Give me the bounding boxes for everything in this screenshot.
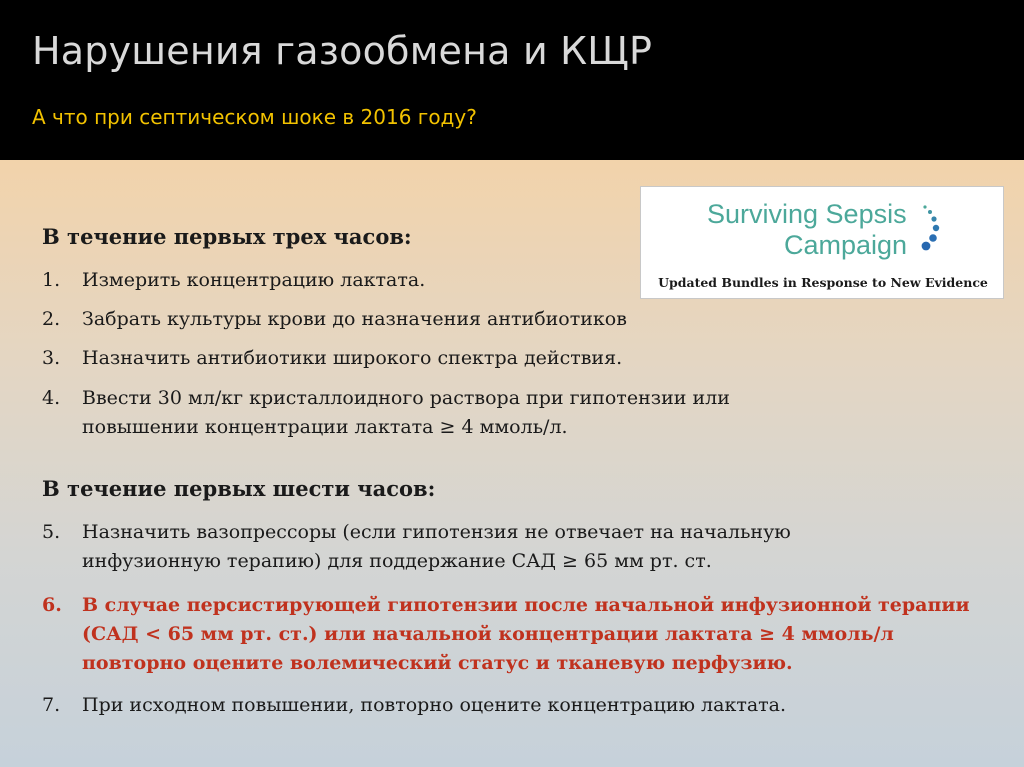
section-heading-three-hours: В течение первых трех часов: <box>42 224 412 249</box>
list-item <box>42 518 902 576</box>
list-item-number: 5. <box>42 521 61 543</box>
list-item <box>42 266 1002 295</box>
logo-caption: Updated Bundles in Response to New Evidence <box>658 275 988 290</box>
section-heading-six-hours: В течение первых шести часов: <box>42 476 436 501</box>
list-item <box>42 344 1002 373</box>
list-item-text: Ввести 30 мл/кг кристаллоидного раствора при гипотензии или повышении концентрации лактата ≥ 4 ммоль/л. <box>82 387 730 438</box>
list-item-number: 7. <box>42 694 61 716</box>
list-item-number: 6. <box>42 594 62 616</box>
list-item-text: Измерить концентрацию лактата. <box>82 269 426 291</box>
logo-line-1: Surviving Sepsis <box>707 199 907 229</box>
list-item <box>42 691 1002 720</box>
list-item-highlighted <box>42 591 977 678</box>
list-item-text: Назначить вазопрессоры (если гипотензия не отвечает на начальную инфузионную терапию) для поддержание САД ≥ 65 мм рт. ст. <box>82 521 791 572</box>
list-item-text: Назначить антибиотики широкого спектра действия. <box>82 347 623 369</box>
slide-title: Нарушения газообмена и КЩР <box>32 29 653 73</box>
list-item-text: В случае персистирующей гипотензии после начальной инфузионной терапии (САД < 65 мм рт. ст.) или начальной концентрации лактата ≥ 4 ммоль/л повторно оцените волемический статус и тканевую перфузию. <box>82 594 970 674</box>
list-item-number: 1. <box>42 269 61 291</box>
slide-header <box>0 0 1024 160</box>
list-item-text: При исходном повышении, повторно оцените концентрацию лактата. <box>82 694 787 716</box>
slide-subtitle: А что при септическом шоке в 2016 году? <box>32 105 477 129</box>
logo-line-2: Campaign <box>784 230 908 260</box>
list-item <box>42 384 842 442</box>
list-item-number: 4. <box>42 387 61 409</box>
list-item-number: 3. <box>42 347 61 369</box>
list-item-number: 2. <box>42 308 61 330</box>
list-item <box>42 305 1002 334</box>
list-item-text: Забрать культуры крови до назначения антибиотиков <box>82 308 627 330</box>
